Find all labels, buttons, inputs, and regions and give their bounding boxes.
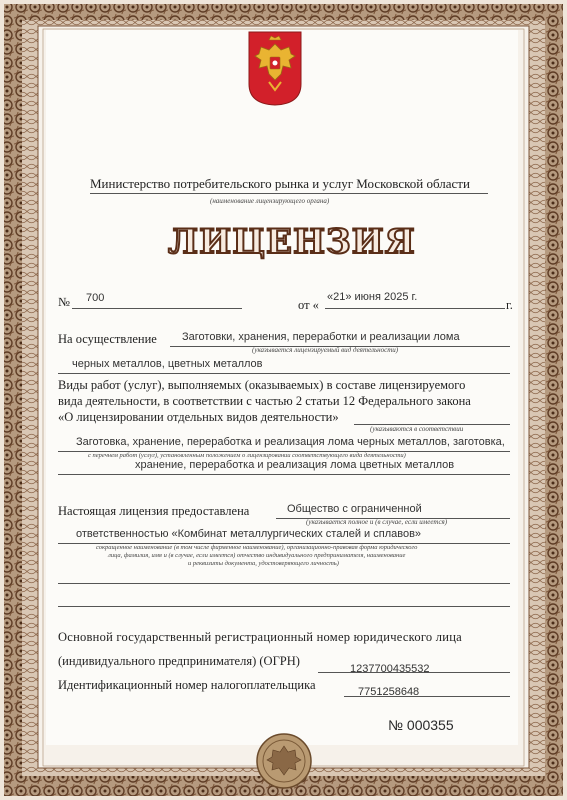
divider (58, 474, 510, 475)
ogrn-number: 1237700435532 (350, 663, 430, 675)
activity-caption: (указывается лицензируемый вид деятельности) (252, 346, 399, 354)
date-prefix: от « (298, 298, 319, 312)
works-text-line-2: вида деятельности, в соответствии с частью 2 статьи 12 Федерального закона (58, 394, 471, 408)
holder-label: Настоящая лицензия предоставлена (58, 504, 250, 518)
serial-number: № 000355 (388, 717, 454, 733)
divider (58, 373, 510, 374)
works-caption-2: с перечнем работ (услуг), установленным положением о лицензировании соответствующего вида деятельности) (88, 452, 406, 459)
issuing-authority-caption: (наименование лицензирующего органа) (210, 197, 330, 205)
ogrn-text-line-1: Основной государственный регистрационный номер юридического лица (58, 630, 462, 644)
document-title: ЛИЦЕНЗИЯ (168, 222, 416, 262)
issuing-authority: Министерство потребительского рынка и услуг Московской области (90, 176, 470, 191)
holder-caption-4: и реквизиты документа, удостоверяющего личность) (188, 560, 339, 567)
divider (72, 308, 242, 309)
holder-caption-1: (указывается полное и (в случае, если имеется) (306, 518, 448, 526)
holder-caption-2: сокращенное наименование (в том числе фирменное наименование), организационно-правовая форма юридического (96, 544, 418, 551)
works-text-line-1: Виды работ (услуг), выполняемых (оказываемых) в составе лицензируемого (58, 378, 466, 392)
activity-label: На осуществление (58, 332, 157, 346)
works-text-line-3: «О лицензировании отдельных видов деятельности» (58, 410, 339, 424)
date-suffix: г. (506, 298, 513, 312)
divider (325, 308, 505, 309)
inn-label: Идентификационный номер налогоплательщика (58, 678, 316, 692)
seal-emblem (255, 732, 313, 790)
issue-date: «21» июня 2025 г. (327, 291, 418, 303)
holder-value-1: Общество с ограниченной (287, 503, 422, 515)
holder-value-2: ответственностью «Комбинат металлургических сталей и сплавов» (76, 528, 422, 540)
license-number: 700 (86, 292, 105, 304)
activity-value-1: Заготовки, хранения, переработки и реализации лома (182, 331, 460, 343)
divider (344, 696, 510, 697)
works-caption-1: (указываются в соответствии (370, 425, 464, 433)
activity-value-2: черных металлов, цветных металлов (72, 358, 263, 370)
ogrn-text-line-2: (индивидуального предпринимателя) (ОГРН) (58, 654, 300, 668)
works-value-1: Заготовка, хранение, переработка и реализация лома черных металлов, заготовка, (76, 436, 505, 448)
coat-of-arms-emblem (247, 30, 303, 106)
divider (90, 193, 488, 194)
holder-caption-3: лица, фамилия, имя и (в случае, если имеется) отчество индивидуального предпринимателя, наименование (108, 552, 406, 559)
works-value-2: хранение, переработка и реализация лома цветных металлов (135, 459, 455, 471)
divider (58, 606, 510, 607)
divider (58, 583, 510, 584)
number-label: № (58, 295, 70, 309)
divider (318, 672, 510, 673)
inn-number: 7751258648 (358, 686, 420, 698)
